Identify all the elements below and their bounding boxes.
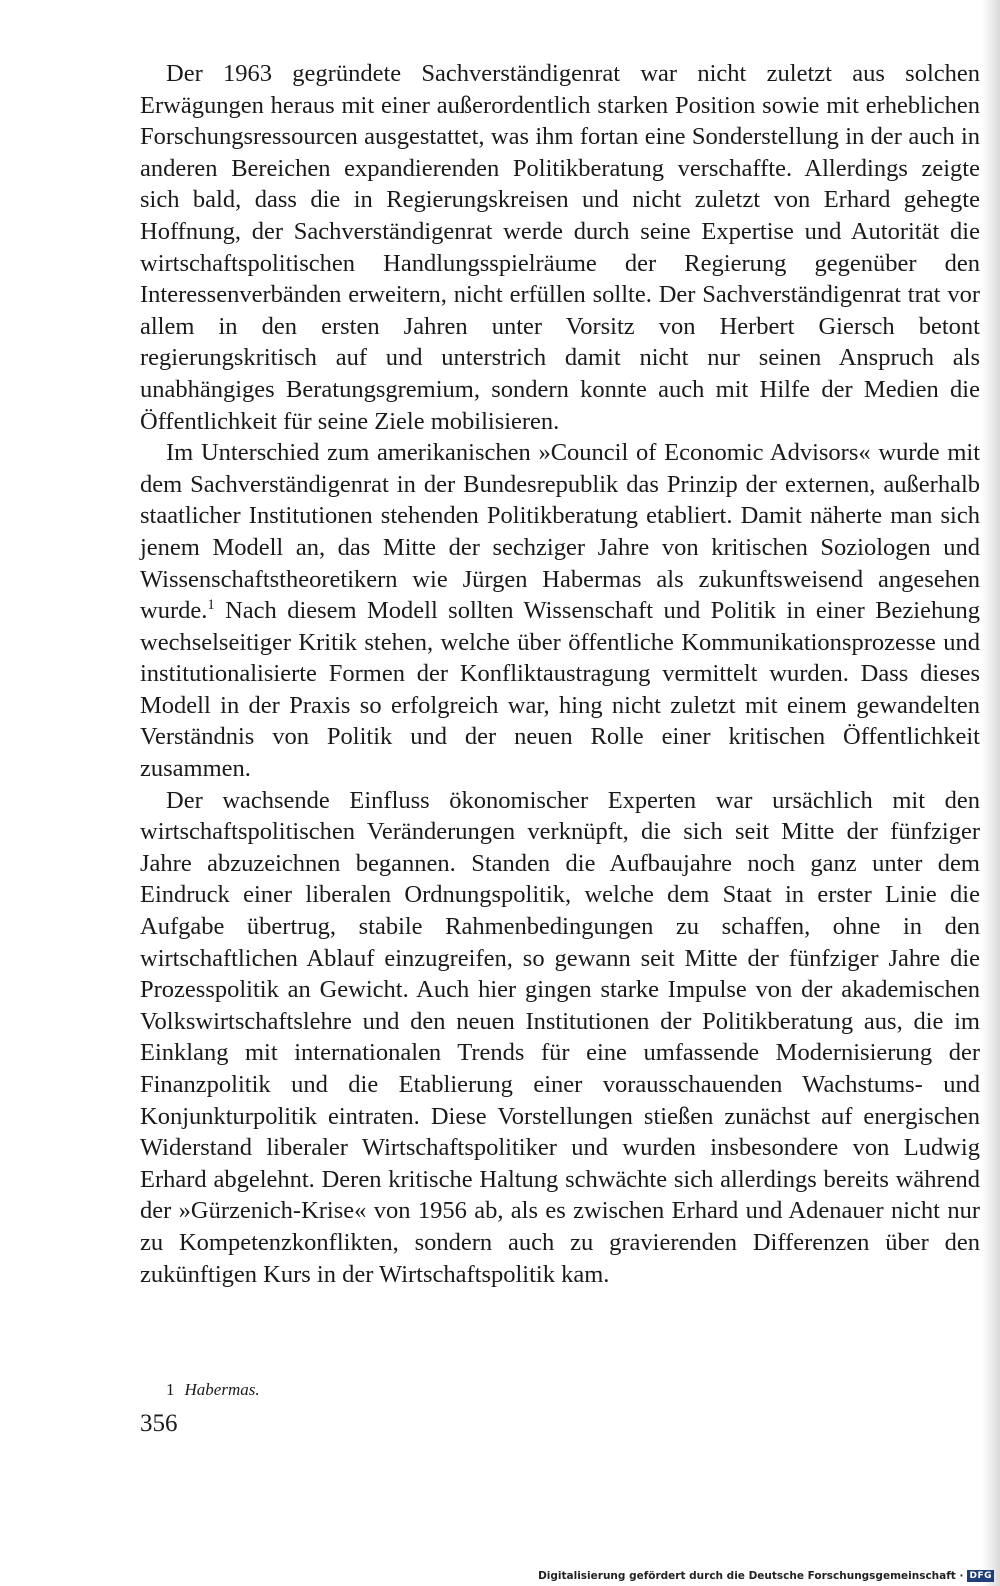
paragraph-1: Der 1963 gegründete Sachverständigenrat war nicht zuletzt aus solchen Erwägungen heraus mit einer außerordentlich starken Position sowie mit erheblichen Forschungsressourcen ausgestattet, was ihm fortan eine Sonderstellung in der auch in anderen Bereichen expandierenden Politikberatung verschaffte. Allerdings zeigte sich bald, dass die in Regierungskreisen und nicht zuletzt von Erhard gehegte Hoffnung, der Sachverständigenrat werde durch seine Expertise und Autorität die wirtschaftspolitischen Handlungsspielräume der Regierung gegenüber den Interessenverbänden erweitern, nicht erfüllen sollte. Der Sachverständigenrat trat vor allem in den ersten Jahren unter Vorsitz von Herbert Giersch betont regierungskritisch auf und unterstrich damit nicht nur seinen Anspruch als unabhängiges Beratungsgremium, sondern konnte auch mit Hilfe der Medien die Öffentlichkeit für seine Ziele mobilisieren. <box>140 60 980 435</box>
footnote <box>166 1380 260 1400</box>
credit-text: Digitalisierung gefördert durch die Deutsche Forschungsgemeinschaft · <box>538 1570 964 1582</box>
footnote-number: 1 <box>166 1380 175 1399</box>
paragraph-2-text-after: Nach diesem Modell sollten Wissenschaft und Politik in einer Beziehung wechselseitiger Kritik stehen, welche über öffentliche Kommunikationsprozesse und institutionalisierte Formen der Konfliktaustragung vermittelt wurden. Dass dieses Modell in der Praxis so erfolgreich war, hing nicht zuletzt mit einem gewandelten Verständnis von Politik und der neuen Rolle einer kritischen Öffentlichkeit zusammen. <box>140 597 980 783</box>
page-edge-shadow <box>982 0 1000 1586</box>
footnote-text: Habermas. <box>184 1380 260 1399</box>
footnote-reference: 1 <box>207 597 215 614</box>
page-number: 356 <box>140 1410 178 1437</box>
body-text <box>140 58 980 1290</box>
digitization-credit <box>538 1570 994 1582</box>
paragraph-3: Der wachsende Einfluss ökonomischer Experten war ursächlich mit den wirtschaftspolitischen Veränderungen verknüpft, die sich seit Mitte der fünfziger Jahre abzuzeichnen begannen. Standen die Aufbaujahre noch ganz unter dem Eindruck einer liberalen Ordnungspolitik, welche dem Staat in erster Linie die Aufgabe übertrug, stabile Rahmenbedingungen zu schaffen, ohne in den wirtschaftlichen Ablauf einzugreifen, so gewann seit Mitte der fünfziger Jahre die Prozesspolitik an Gewicht. Auch hier gingen starke Impulse von der akademischen Volkswirtschaftslehre und den neuen Institutionen der Politikberatung aus, die im Einklang mit internationalen Trends für eine umfassende Modernisierung der Finanzpolitik und die Etablierung einer vorausschauenden Wachstums- und Konjunkturpolitik eintraten. Diese Vorstellungen stießen zunächst auf energischen Widerstand liberaler Wirtschaftspolitiker und wurden insbesondere von Ludwig Erhard abgelehnt. Deren kritische Haltung schwächte sich allerdings bereits während der »Gürzenich-Krise« von 1956 ab, als es zwischen Erhard und Adenauer nicht nur zu Kompetenzkonflikten, sondern auch zu gravierenden Differenzen über den zukünftigen Kurs in der Wirtschaftspolitik kam. <box>140 786 980 1288</box>
dfg-logo: DFG <box>969 1571 992 1581</box>
paragraph-2 <box>140 437 980 785</box>
paragraph-2-text-before: Im Unterschied zum amerikanischen »Council of Economic Advisors« wurde mit dem Sachverständigenrat in der Bundesrepublik das Prinzip der externen, außerhalb staatlicher Institutionen stehenden Politikberatung etabliert. Damit näherte man sich jenem Modell an, das Mitte der sechziger Jahre von kritischen Soziologen und Wissenschaftstheoretikern wie Jürgen Habermas als zukunftsweisend angesehen wurde. <box>140 439 980 625</box>
